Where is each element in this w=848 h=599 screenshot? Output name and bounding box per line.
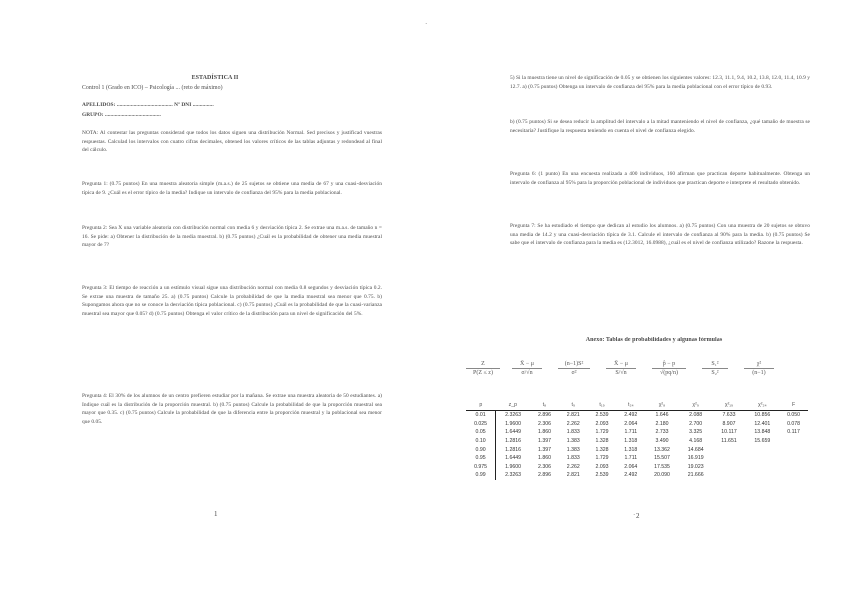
table-cell: 2.064	[624, 420, 638, 427]
table-row	[466, 420, 808, 429]
table-cell: 20.090	[654, 472, 670, 479]
table-cell: 4.168	[689, 438, 703, 445]
scan-mark: ·	[633, 511, 636, 519]
table-cell: 2.492	[624, 412, 638, 419]
table-cell: 0.95	[466, 454, 496, 463]
table-cell: 2.306	[538, 420, 551, 427]
table-cell: 1.9600	[505, 420, 522, 427]
table-cell: 13.362	[654, 446, 670, 453]
table-row	[466, 437, 808, 446]
table-cell: 0.025	[466, 420, 496, 429]
table-cell: 15.507	[654, 455, 670, 462]
table-cell: 1.397	[538, 446, 551, 453]
table-cell: 2.700	[689, 420, 703, 427]
table-cell: 10.117	[721, 429, 737, 436]
table-cell: 19.023	[687, 463, 704, 470]
table-cell: 2.539	[595, 412, 609, 419]
question-5: 5) Si la muestra tiene un nivel de significación de 0.05 y se obtienen los siguientes valores: 12.3, 11.1, 9.4, 10.2, 13.8, 12.0, 11.4, 10.9 y 12.7. a) (0.75 puntos) Obtenga un intervalo de confianza del 95% para la media poblacional con el error típico de 0.93.	[510, 75, 810, 90]
table-cell: 1.383	[566, 438, 580, 445]
table-cell: 1.646	[655, 412, 669, 419]
table-cell: 1.9600	[505, 463, 522, 470]
table-header-cell: χ²₉	[679, 400, 713, 411]
table-cell: 16.919	[687, 455, 704, 462]
scan-mark: ·	[425, 20, 428, 28]
table-cell: 2.064	[624, 463, 638, 470]
table-cell: 2.093	[595, 463, 609, 470]
formula-2: X̄ − μ σ/√n	[512, 361, 542, 376]
table-header-cell: χ²₂₄	[745, 400, 779, 411]
table-cell: 1.6449	[505, 429, 522, 436]
apellidos-label: APELLIDOS: ........................................ Nº DNI ...............	[82, 102, 214, 108]
formula-1: Z P(Z ≤ z)	[466, 361, 500, 376]
table-cell: 2.733	[655, 429, 669, 436]
table-header-cell: z_p	[496, 400, 531, 411]
question-1: Pregunta 1: (0.75 puntos) En una muestra aleatoria simple (m.a.s.) de 25 sujetos se obtiene una media de 67 y una cuasi-desviación típica de 9. ¿Cuál es el error típico de la media? Indique un intervalo de confianza del 95% para la media poblacional.	[82, 181, 382, 196]
table-cell: 15.659	[754, 438, 771, 445]
table-cell: 1.318	[624, 438, 638, 445]
table-cell: 1.729	[595, 429, 609, 436]
table-cell: 2.896	[538, 472, 551, 479]
table-cell: 1.318	[624, 446, 638, 453]
table-cell: 3.325	[689, 429, 703, 436]
formula-7: χ² (n−1)	[744, 361, 774, 376]
table-cell: 1.383	[566, 446, 580, 453]
table-cell	[745, 454, 779, 463]
question-4: Pregunta 4: El 30% de los alumnos de un centro prefieren estudiar por la mañana. Se extrae una muestra aleatoria de 50 estudiantes. a) Indique cuál es la distribución de la proporción muestral. b) (0.75 puntos) Calcule la probabilidad de que la proporción muestral sea mayor que 0.35. c) (0.75 puntos) Calcule la probabilidad de que la diferencia entre la proporción muestral y la poblacional sea menor que 0.05.	[82, 393, 382, 425]
table-cell: 1.328	[595, 446, 609, 453]
table-cell: 1.328	[595, 438, 609, 445]
table-row	[466, 454, 808, 463]
question-6: Pregunta 6: (1 punto) En una encuesta realizada a 400 individuos, 160 afirman que practican deporte habitualmente. Obtenga un intervalo de confianza al 95% para la proporción poblacional de individuos que practican deporte e interprete el resultado obtenido.	[510, 171, 810, 186]
table-cell	[712, 454, 745, 463]
table-cell: 2.093	[595, 420, 609, 427]
table-cell: 0.050	[787, 412, 801, 419]
table-header-cell: p	[466, 400, 496, 411]
table-cell: 11.651	[721, 438, 737, 445]
table-cell	[745, 463, 779, 472]
table-cell: 2.180	[655, 420, 669, 427]
exam-subtitle: Control 1 (Grado en ICO) – Psicología ... (reto de máximo)	[82, 85, 223, 91]
question-7: Pregunta 7: Se ha estudiado el tiempo que dedican al estudio los alumnos. a) (0.75 puntos) Con una muestra de 20 sujetos se obtuvo una media de 14.2 y una cuasi-desviación típica de 3.1. Calcule el intervalo de confianza al 90% para la media. b) (0.75 puntos) Se sabe que el intervalo de confianza para la media es (12.3012, 16.0988), ¿cuál es el nivel de confianza utilizado? Razone la respuesta.	[510, 223, 810, 247]
table-cell: 1.711	[624, 455, 638, 462]
table-header-cell: χ²₁₉	[712, 400, 745, 411]
table-cell: 2.3263	[505, 472, 522, 479]
table-cell: 13.848	[754, 429, 771, 436]
table-cell: 0.10	[466, 437, 496, 446]
table-cell: 0.99	[466, 471, 496, 480]
page-number-left: 1	[214, 510, 218, 518]
question-3: Pregunta 3: El tiempo de reacción a un estímulo visual sigue una distribución normal con media 0.8 segundos y desviación típica 0.2. Se extrae una muestra de tamaño 25. a) (0.75 puntos) Calcule la probabilidad de que la media muestral sea menor que 0.75. b) Supongamos ahora que no se conoce la desviación típica poblacional. c) (0.75 puntos) ¿Cuál es la probabilidad de que la cuasi-varianza muestral sea mayor que 0.05? d) (0.75 puntos) Obtenga el valor crítico de la distribución para un nivel de significación del 5%.	[82, 285, 382, 317]
table-cell: 7.633	[722, 412, 736, 419]
table-header-row	[466, 400, 808, 411]
annex-title: Anexo: Tablas de probabilidades y algunas fórmulas	[585, 337, 723, 343]
table-cell: 1.833	[566, 455, 580, 462]
table-cell: 2.262	[566, 420, 580, 427]
table-cell: 2.262	[566, 463, 580, 470]
table-header-cell: t₉	[559, 400, 588, 411]
question-5b: b) (0.75 puntos) Si se desea reducir la amplitud del intervalo a la mitad manteniendo el nivel de confianza, ¿qué tamaño de muestra se necesitaría? Justifique la respuesta teniendo en cuenta el nivel de confianza elegido.	[510, 119, 810, 134]
table-cell: 0.117	[787, 429, 800, 436]
table-cell: 2.821	[566, 472, 580, 479]
table-cell	[779, 471, 808, 480]
table-cell: 21.666	[687, 472, 704, 479]
table-cell: 17.535	[654, 463, 670, 470]
formula-5: p̂ − p √(pq/n)	[652, 361, 686, 376]
table-cell	[779, 454, 808, 463]
table-cell: 1.833	[566, 429, 580, 436]
exam-title: ESTADÍSTICA II	[191, 75, 239, 81]
table-cell: 0.01	[466, 411, 496, 420]
table-row	[466, 411, 808, 420]
table-cell	[779, 437, 808, 446]
table-cell: 2.3263	[505, 412, 522, 419]
table-cell: 0.078	[787, 420, 801, 427]
table-cell: 1.2816	[505, 446, 522, 453]
table-row	[466, 428, 808, 437]
table-cell: 2.539	[595, 472, 609, 479]
table-cell: 1.6449	[505, 455, 522, 462]
table-header-cell: t₁₉	[588, 400, 617, 411]
table-cell: 12.401	[754, 420, 771, 427]
table-cell: 8.907	[722, 420, 736, 427]
table-cell	[712, 463, 745, 472]
page-number-right: 2	[636, 512, 640, 520]
table-cell: 1.2816	[505, 438, 522, 445]
table-cell: 2.306	[538, 463, 551, 470]
table-cell	[745, 445, 779, 454]
formula-6: S₁² S₂²	[702, 361, 728, 376]
table-cell: 2.896	[538, 412, 551, 419]
table-cell: 2.088	[689, 412, 703, 419]
table-header-cell: χ²₈	[645, 400, 679, 411]
table-header-cell: t₂₄	[616, 400, 645, 411]
table-cell: 1.860	[538, 455, 551, 462]
grupo-label: GRUPO: ........................................	[82, 112, 161, 118]
table-cell: 1.860	[538, 429, 551, 436]
table-cell	[745, 471, 779, 480]
exam-instructions: NOTA: Al contestar las preguntas considerad que todos los datos siguen una distribución Normal. Sed precisos y justificad vuestras respuestas. Calculad los intervalos con cuatro cifras decimales, obtened los valores críticos de las tablas adjuntas y redondead al final del cálculo.	[82, 130, 382, 154]
table-cell: 3.490	[655, 438, 669, 445]
table-header-cell: F	[779, 400, 808, 411]
table-cell	[779, 463, 808, 472]
table-cell: 14.684	[687, 446, 704, 453]
table-cell: 1.729	[595, 455, 609, 462]
table-cell: 0.90	[466, 445, 496, 454]
table-header-cell: t₈	[530, 400, 559, 411]
table-cell: 2.492	[624, 472, 638, 479]
table-cell: 1.711	[624, 429, 638, 436]
probability-table	[466, 400, 808, 480]
formula-4: X̄ − μ S/√n	[606, 361, 636, 376]
table-cell	[779, 445, 808, 454]
table-cell: 1.397	[538, 438, 551, 445]
table-row	[466, 463, 808, 472]
table-cell	[712, 471, 745, 480]
table-cell: 0.975	[466, 463, 496, 472]
table-cell	[712, 445, 745, 454]
question-2: Pregunta 2: Sea X una variable aleatoria con distribución normal con media 6 y desviación típica 2. Se extrae una m.a.s. de tamaño n = 16. Se pide: a) Obtener la distribución de la media muestral. b) (0.75 puntos) ¿Cuál es la probabilidad de obtener una media muestral mayor de 7?	[82, 225, 382, 249]
formula-strip	[466, 357, 786, 387]
right-page	[424, 0, 848, 599]
table-cell: 2.821	[566, 412, 580, 419]
table-cell: 0.05	[466, 428, 496, 437]
table-row	[466, 445, 808, 454]
table-cell: 10.856	[754, 412, 771, 419]
table-row	[466, 471, 808, 480]
formula-3: (n−1)S² σ²	[558, 361, 590, 376]
